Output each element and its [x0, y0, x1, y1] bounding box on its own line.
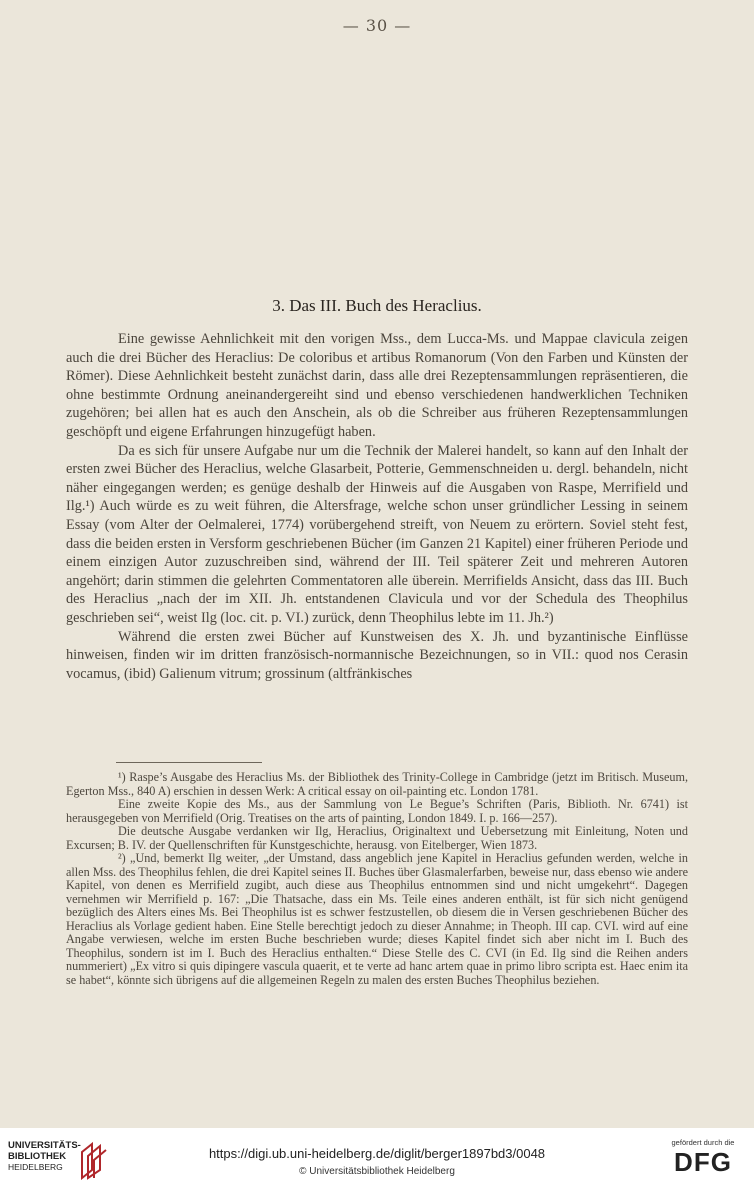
- footnote: ²) „Und, bemerkt Ilg weiter, „der Umstand, dass angeblich jene Kapitel in Heraclius gefunden werden, welche in allen Mss. des Theophilus fehlen, die drei Kapitel seines II. Buches über Glasmalerfarben, beweise nur, dass ebenso wie andere Kapitel, von denen es Merrifield zugibt, auch diese aus Theophilus entnommen sind und nicht umgekehrt“. Dagegen vernehmen wir Merrifield p. 167: „Die Thatsache, dass ein Ms. Teile eines anderen enthält, ist für sich nicht genügend bezüglich des Alters eines Ms. Bei Theophilus ist es schwer festzustellen, ob diesem die in Versen geschriebenen Bücher des Heraclius als Vorlage gedient haben. Eine Stelle berechtigt jedoch zu dieser Annahme; in Theoph. III cap. CVI. wird auf eine Angabe verwiesen, welche im ersten Buche beschrieben wurde; dieses Kapitel findet sich aber nicht im I. Buch des Theophilus, sondern ist im I. Buch des Heraclius enthalten.“ Diese Stelle des C. CVI (in Ed. Ilg sind die Reihen anders nummeriert) „Ex vitro si quis dipingere vascula quaerit, et te verte ad hanc artem quae in primo libro scripta est. Haec enim ita se habet“, könnte sich übrigens auf die allgemeinen Regeln zu malen des ersten Buches Theophilus beziehen.: [66, 851, 688, 987]
- dfg-logo[interactable]: [666, 1138, 740, 1182]
- footer-bar: [0, 1128, 754, 1189]
- paragraph: Da es sich für unsere Aufgabe nur um die Technik der Malerei handelt, so kann auf den Inhalt der ersten zwei Bücher des Heraclius, welche Glasarbeit, Potterie, Gemmenschneiden u. dergl. behandeln, nicht näher eingegangen werden; es genüge deshalb der Hinweis auf die Ausgaben von Raspe, Merrifield und Ilg.¹) Auch würde es zu weit führen, die Altersfrage, welche schon unser gründlicher Lessing in seinem Essay (vom Alter der Oelmalerei, 1774) vorübergehend streift, von Neuem zu erörtern. Soviel steht fest, dass die beiden ersten in Versform geschriebenen Bücher (im Ganzen 21 Kapitel) einer früheren Periode und einem einzigen Autor zuzuschreiben sind, während der III. Teil späterer Zeit und mehreren Autoren angehört; darin stimmen die gelehrten Commentatoren alle überein. Merrifields Ansicht, dass das III. Buch des Heraclius „nach der im XII. Jh. entstandenen Clavicula und vor der Schedula des Theophilus geschrieben sei“, weist Ilg (loc. cit. p. VI.) zurück, denn Theophilus lebte im 11. Jh.²): [66, 442, 688, 626]
- section-title: 3. Das III. Buch des Heraclius.: [272, 296, 482, 315]
- footnote: Eine zweite Kopie des Ms., aus der Sammlung von Le Begue’s Schriften (Paris, Biblioth. Nr. 6741) ist herausgegeben von Merrifield (Orig. Treatises on the arts of painting, London 1849. I. p. 166—257).: [66, 797, 688, 825]
- footnote: ¹) Raspe’s Ausgabe des Heraclius Ms. der Bibliothek des Trinity-College in Cambridge (jetzt im Britisch. Museum, Egerton Mss., 840 A) erschien in dessen Werk: A critical essay on oil-painting etc. London 1781.: [66, 770, 688, 798]
- paragraph: Während die ersten zwei Bücher auf Kunstweisen des X. Jh. und byzantinische Einflüsse hinweisen, finden wir im dritten französisch-normannische Bezeichnungen, so in VII.: quod nos Cerasin vocamus, (ibid) Galienum vitrum; grossinum (altfränkisches: [66, 628, 688, 682]
- dfg-caption: gefördert durch die: [671, 1138, 735, 1147]
- footnotes: [66, 771, 688, 987]
- footnote: Die deutsche Ausgabe verdanken wir Ilg, Heraclius, Originaltext und Uebersetzung mit Einleitung, Noten und Excursen; B. IV. der Quellenschriften für Kunstgeschichte, herausg. von Eitelberger, Wien 1873.: [66, 824, 688, 852]
- paragraph: Eine gewisse Aehnlichkeit mit den vorigen Mss., dem Lucca-Ms. und Mappae clavicula zeigen auch die drei Bücher des Heraclius: De coloribus et artibus Romanorum (Von den Farben und Künsten der Römer). Diese Aehnlichkeit besteht zunächst darin, dass alle drei Rezeptensammlungen repräsentieren, die ohne bestimmte Ordnung aneinandergereiht sind und ebenso verschiedenen handwerklichen Techniken zugehören; bei allen hat es auch den Anschein, als ob die Schreiber aus früheren Rezeptensammlungen geschöpft und eigene Erfahrungen hinzugefügt haben.: [66, 331, 688, 440]
- library-name: UNIVERSITÄTS- BIBLIOTHEK HEIDELBERG: [8, 1140, 81, 1172]
- permalink-url[interactable]: https://digi.ub.uni-heidelberg.de/diglit/berger1897bd3/0048: [208, 1146, 546, 1161]
- body-text: [66, 330, 688, 683]
- page-number: — 30 —: [342, 16, 412, 35]
- footnote-divider: [116, 762, 262, 763]
- copyright-notice: © Universitätsbibliothek Heidelberg: [299, 1166, 455, 1177]
- dfg-logo-text: DFG: [674, 1147, 732, 1177]
